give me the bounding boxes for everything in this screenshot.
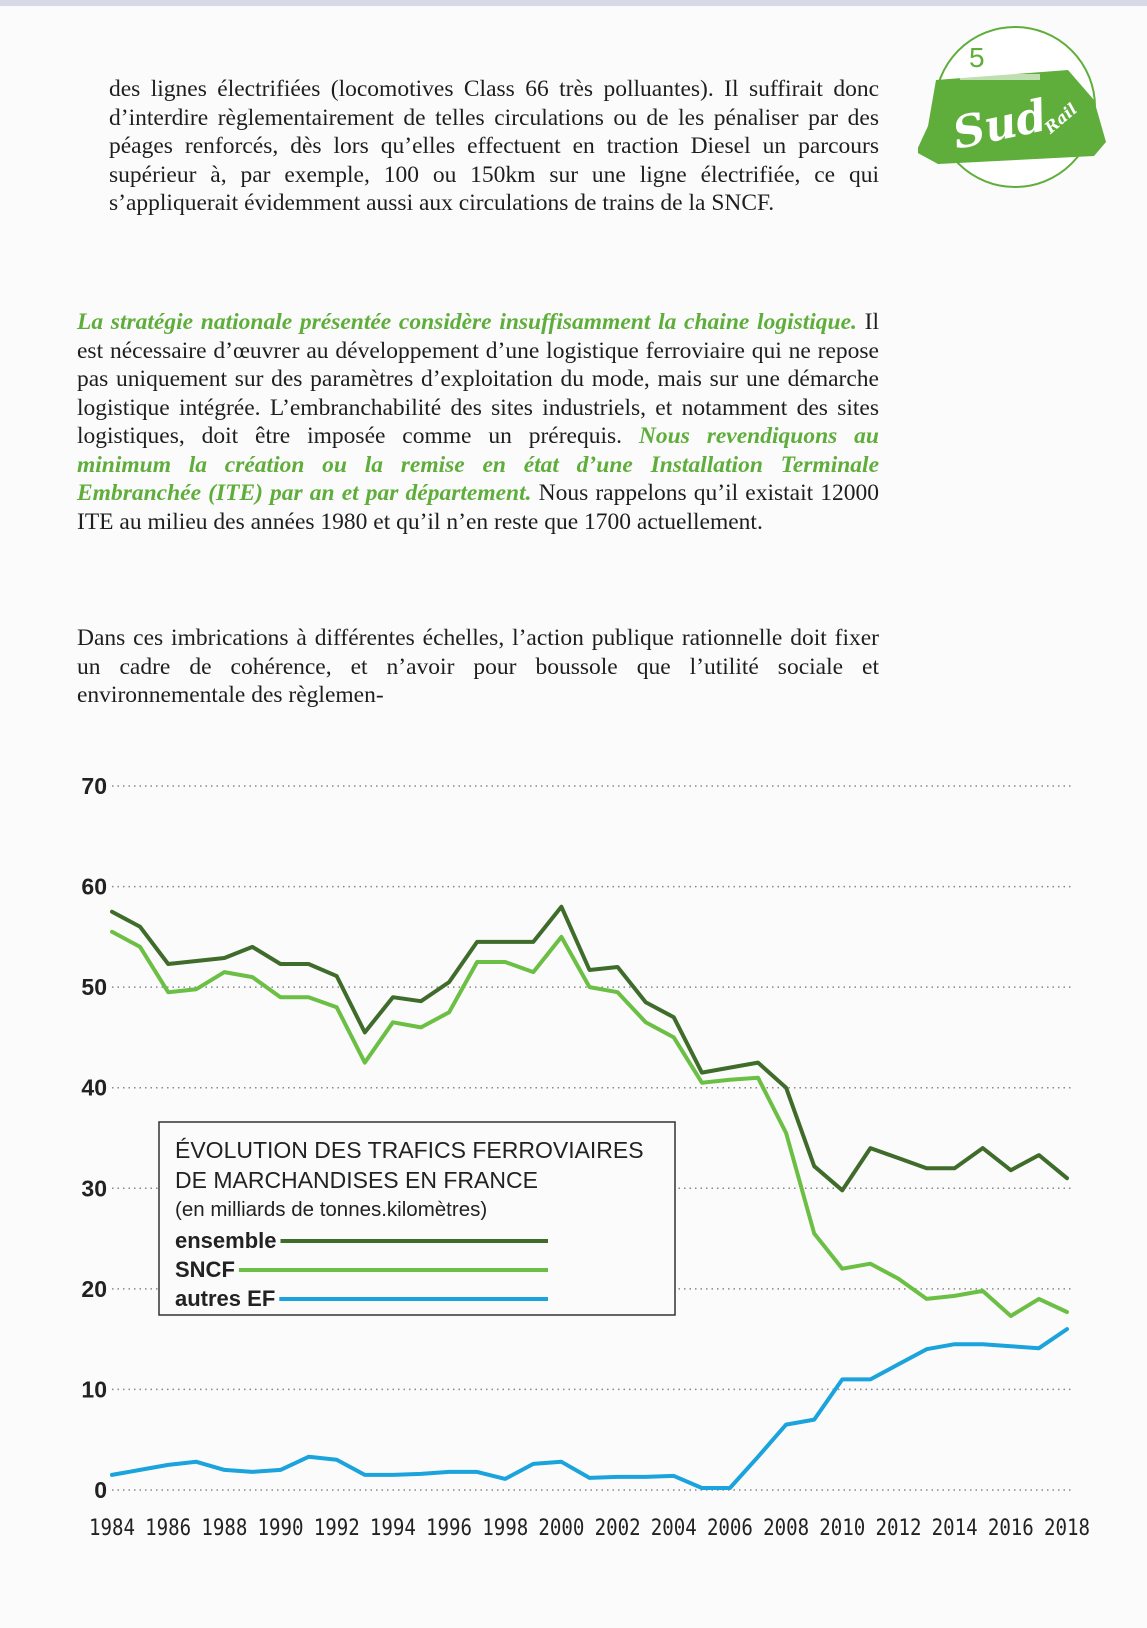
x-axis-ticks: [89, 1516, 1090, 1541]
x-tick-label-2000: 2000: [538, 1516, 585, 1541]
paragraph-3-text: Dans ces imbrications à différentes échelles, l’action publique rationnelle doit fixer un cadre de cohérence, et n’avoir pour boussole que l’utilité sociale et environnementale des règlemen-: [77, 625, 879, 708]
x-tick-label-1992: 1992: [313, 1516, 360, 1541]
x-tick-label-1998: 1998: [482, 1516, 529, 1541]
paragraph-1: [77, 75, 879, 218]
page-number: 5: [969, 42, 985, 73]
sud-rail-logo: [918, 22, 1108, 192]
emphasis-ite-demand: Nous revendiquons au minimum la création ou la remise en état d’une Installation Terminale Embranchée (ITE) par an et par département.: [77, 423, 880, 506]
freight-traffic-chart: [0, 740, 1147, 1560]
y-tick-label-50: 50: [81, 974, 107, 1001]
y-tick-label-70: 70: [81, 773, 107, 799]
y-axis-ticks: [81, 773, 107, 1503]
x-tick-label-2018: 2018: [1044, 1516, 1090, 1541]
y-tick-label-0: 0: [94, 1477, 107, 1503]
paragraph-2: [77, 308, 879, 536]
y-tick-label-10: 10: [81, 1376, 107, 1403]
legend-label-ensemble: ensemble: [175, 1228, 277, 1253]
x-tick-label-1994: 1994: [369, 1516, 416, 1541]
x-tick-label-2014: 2014: [931, 1516, 978, 1541]
emphasis-strategy: La stratégie nationale présentée considère insuffisamment la chaine logistique.: [77, 309, 857, 335]
x-tick-label-1996: 1996: [426, 1516, 473, 1541]
x-tick-label-2006: 2006: [706, 1516, 753, 1541]
paragraph-1-text: des lignes électrifiées (locomotives Class 66 très polluantes). Il suffirait donc d’interdire règlementairement de telles circulations ou de les pénaliser par des péages renforcés, dès lors qu’elles effectuent en traction Diesel un parcours supérieur à, par exemple, 100 ou 150km sur une ligne électrifiée, ce qui s’appliquerait évidemment aussi aux circulations de trains de la SNCF.: [109, 76, 879, 216]
y-tick-label-30: 30: [81, 1175, 107, 1202]
paragraph-3: [77, 624, 879, 710]
x-tick-label-2004: 2004: [650, 1516, 697, 1541]
x-tick-label-1990: 1990: [257, 1516, 304, 1541]
y-tick-label-60: 60: [81, 873, 107, 900]
legend: [159, 1122, 675, 1315]
logo-text: Sud: [948, 90, 1052, 160]
x-tick-label-2002: 2002: [594, 1516, 641, 1541]
top-band: [0, 0, 1147, 6]
logo-subtext: Rail: [1040, 99, 1081, 138]
x-tick-label-1986: 1986: [145, 1516, 192, 1541]
x-tick-label-1984: 1984: [89, 1516, 135, 1541]
chart-subtitle: (en milliards de tonnes.kilomètres): [175, 1198, 488, 1221]
legend-entries: [175, 1228, 548, 1311]
legend-label-sncf: SNCF: [175, 1257, 235, 1282]
paragraph-2-text-a: Il est nécessaire d’œuvrer au développement d’une logistique ferroviaire qui ne repose pas uniquement sur des paramètres d’exploitation du mode, mais sur une démarche logistique intégrée. L’embranchabilité des sites industriels, et notamment des sites logistiques, doit être imposée comme un prérequis.: [77, 309, 879, 449]
series-line-autres-ef: [112, 1329, 1067, 1488]
y-tick-label-40: 40: [81, 1074, 107, 1101]
x-tick-label-2016: 2016: [987, 1516, 1034, 1541]
chart-title-line-1: ÉVOLUTION DES TRAFICS FERROVIAIRES: [175, 1137, 644, 1163]
x-tick-label-2012: 2012: [875, 1516, 922, 1541]
x-tick-label-1988: 1988: [201, 1516, 248, 1541]
x-tick-label-2008: 2008: [763, 1516, 810, 1541]
x-tick-label-2010: 2010: [819, 1516, 866, 1541]
paragraph-2-text-b: Nous rappelons qu’il existait 12000 ITE au milieu des années 1980 et qu’il n’en reste que 1700 actuellement.: [77, 480, 879, 535]
legend-label-autres-ef: autres EF: [175, 1286, 276, 1311]
y-tick-label-20: 20: [81, 1275, 107, 1302]
chart-title-line-2: DE MARCHANDISES EN FRANCE: [175, 1167, 538, 1193]
